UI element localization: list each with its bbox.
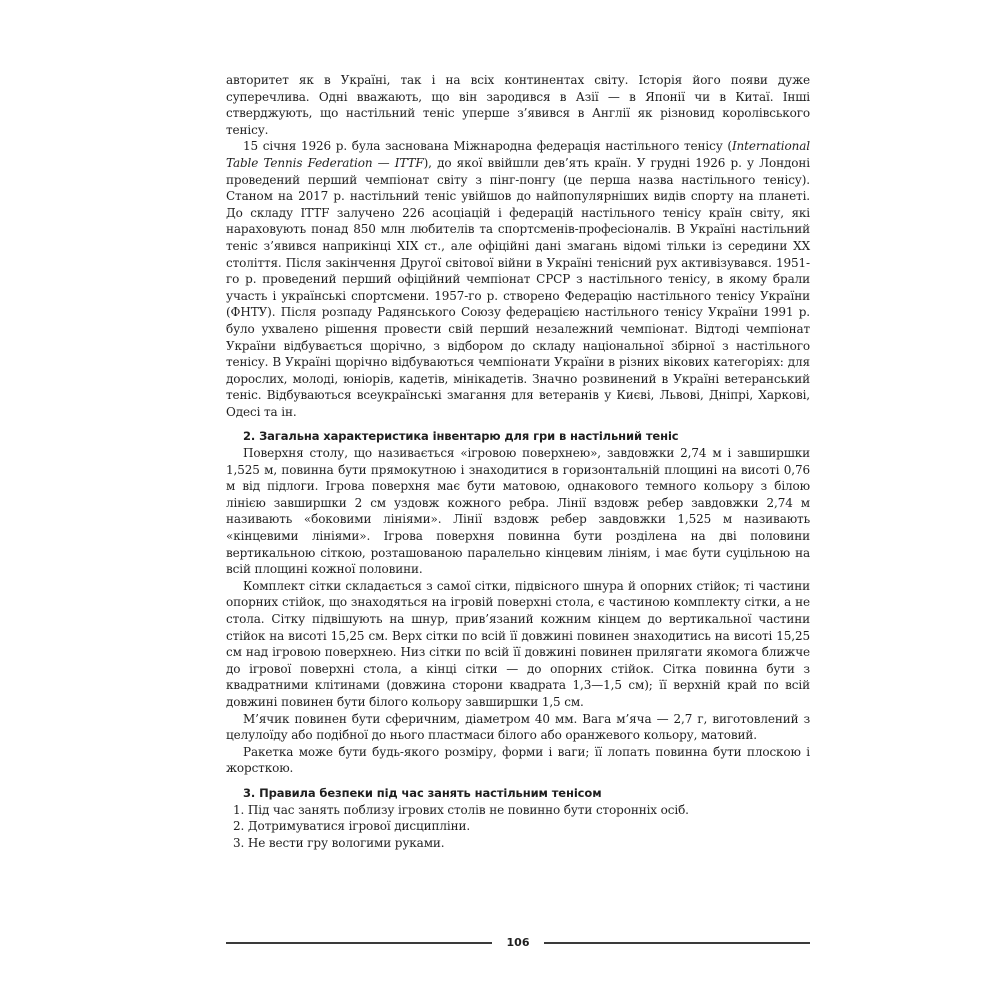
paragraph-table-surface: Поверхня столу, що називається «ігровою поверхнею», завдовжки 2,74 м і завширшки 1,525 м, повинна бути прямокутною і знаходитися в горизонтальній площині на висоті 0,76 м від підлоги. Ігрова поверхня має бути матовою, однакового темного кольору з білою лінією завширшки 2 см уздовж кожного ребра. Лінії вздовж ребер завдовжки 2,74 м називають «боковими лініями». Лінії вздовж ребер завдовжки 1,525 м називають «кінцевими лініями». Ігрова поверхня повинна бути розділена на дві половини вертикальною сіткою, розташованою паралельно кінцевим лініям, і має бути суцільною на всій площині кожної половини. <box>226 446 810 577</box>
section-heading-equipment: 2. Загальна характеристика інвентарю для гри в настільний теніс <box>243 429 679 444</box>
footer-rule-left <box>226 942 492 944</box>
page-number: 106 <box>506 936 530 949</box>
paragraph-net-assembly: Комплект сітки складається з самої сітки, підвісного шнура й опорних стійок; ті частини опорних стійок, що знаходяться на ігровій поверхні стола, є частиною комплекту сітки, а не стола. Сітку підвішують на шнур, прив’язаний кожним кінцем до вертикальної частини стійок на висоті 15,25 см. Верх сітки по всій її довжині повинен знаходитись на висоті 15,25 см над ігровою поверхнею. Низ сітки по всій її довжині повинен прилягати якомога ближче до ігрової поверхні стола, а кінці сітки — до опорних стійок. Сітка повинна бути з квадратними клітинами (довжина сторони квадрата 1,3—1,5 см); її верхній край по всій довжині повинен бути білого кольору завширшки 1,5 см. <box>226 578 810 709</box>
paragraph-ittf-start: 15 січня 1926 р. була заснована Міжнародна федерація настільного тенісу ( <box>243 139 732 154</box>
page-body <box>226 72 810 851</box>
list-item: 3. Не вести гру вологими руками. <box>233 835 445 850</box>
list-item: 1. Під час занять поблизу ігрових столів не повинно бути сторонніх осіб. <box>233 802 689 817</box>
safety-rules-list <box>226 802 810 852</box>
list-item: 2. Дотримуватися ігрової дисципліни. <box>233 819 471 834</box>
footer-rule-right <box>544 942 810 944</box>
paragraph-history-origin: авторитет як в Україні, так і на всіх континентах світу. Історія його появи дуже суперечлива. Одні вважають, що він зародився в Азії — в Японії чи в Китаї. Інші стверджують, що настільний теніс уперше з’явився в Англії як різновид королівського тенісу. <box>226 73 810 137</box>
page-footer <box>226 935 810 951</box>
ittf-full-name: International Table Tennis Federation — ITTF <box>226 139 810 170</box>
paragraph-ittf-end: ), до якої ввійшли дев’ять країн. У грудні 1926 р. у Лондоні проведений перший чемпіонат світу з пінг-понгу (це перша назва настільного тенісу). Станом на 2017 р. настільний теніс увійшов до найпопулярніших видів спорту на планеті. До складу ITTF залучено 226 асоціацій і федерацій настільного тенісу країн світу, які нараховують понад 850 млн любителів та спортсменів-професіоналів. В Україні настільний теніс з’явився наприкінці XIX ст., але офіційні дані змагань відомі тільки із середини XX століття. Після закінчення Другої світової війни в Україні тенісний рух активізувався. 1951-го р. проведений перший офіційний чемпіонат СРСР з настільного тенісу, в якому брали участь і українські спортсмени. 1957-го р. створено Федерацію настільного тенісу України (ФНТУ). Після розпаду Радянського Союзу федерацією настільного тенісу України 1991 р. було ухвалено рішення провести свій перший незалежний чемпіонат. Відтоді чемпіонат України відбувається щорічно, з відбором до складу національної збірної з настільного тенісу. В Україні щорічно відбуваються чемпіонати України в різних вікових категоріях: для дорослих, молоді, юніорів, кадетів, мінікадетів. Значно розвинений в Україні ветеранський теніс. Відбуваються всеукраїнські змагання для ветеранів у Києві, Львові, Дніпрі, Харкові, Одесі та ін. <box>226 155 810 419</box>
paragraph-ittf-history <box>226 138 810 420</box>
paragraph-ball: М’ячик повинен бути сферичним, діаметром 40 мм. Вага м’яча — 2,7 г, виготовлений з целулоїду або подібної до нього пластмаси білого або оранжевого кольору, матовий. <box>226 711 810 743</box>
section-heading-safety: 3. Правила безпеки під час занять настільним тенісом <box>243 785 602 800</box>
paragraph-racket: Ракетка може бути будь-якого розміру, форми і ваги; її лопать повинна бути плоскою і жорсткою. <box>226 744 810 776</box>
